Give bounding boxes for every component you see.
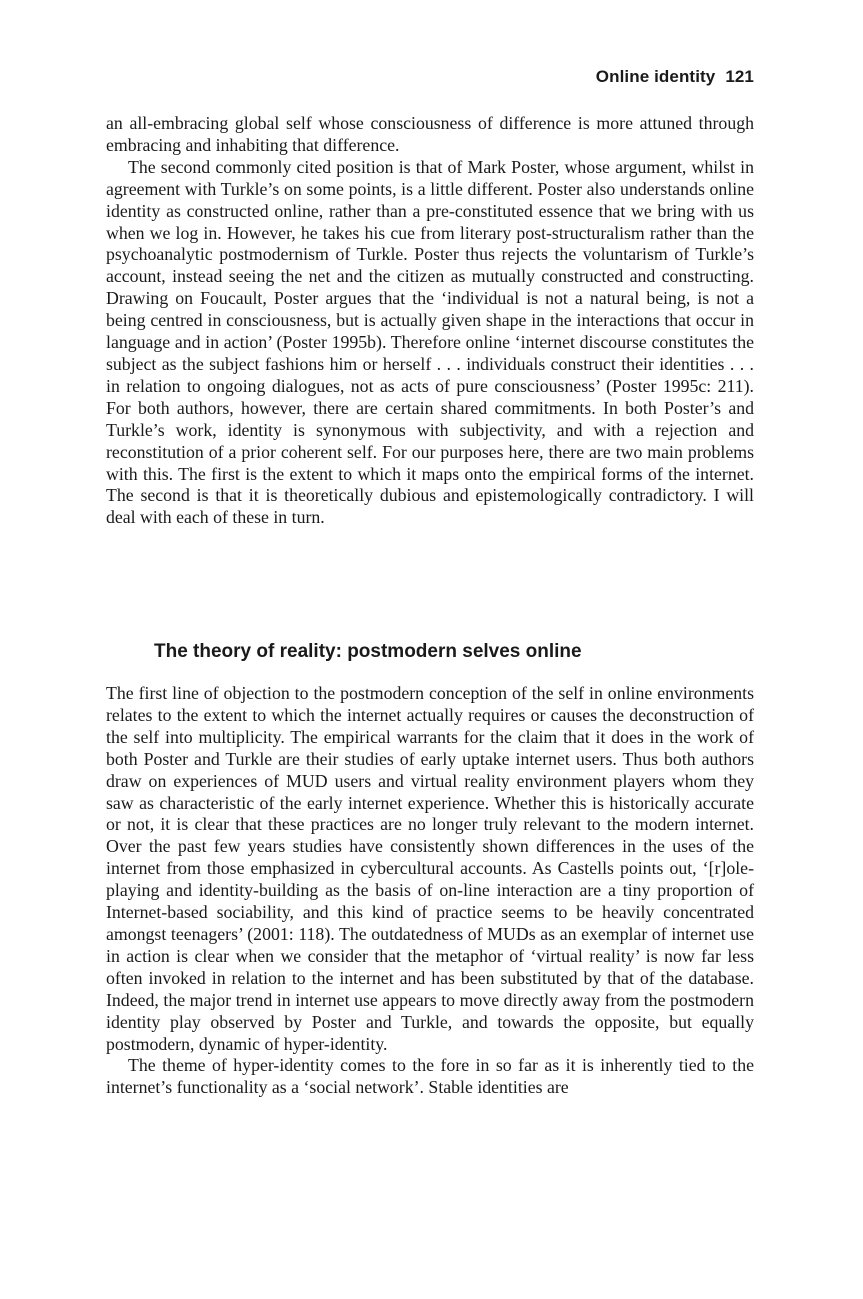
section-heading: The theory of reality: postmodern selves online	[154, 641, 582, 662]
body-text-upper	[106, 113, 754, 529]
paragraph-continuation: an all-embracing global self whose consciousness of difference is more attuned through embracing and inhabiting that difference.	[106, 113, 754, 155]
paragraph-poster: The second commonly cited position is that of Mark Poster, whose argument, whilst in agreement with Turkle’s on some points, is a little different. Poster also understands online identity as constructed online, rather than a pre-constituted essence that we bring with us when we log in. However, he takes his cue from literary post-structuralism rather than the psychoanalytic postmodernism of Turkle. Poster thus rejects the voluntarism of Turkle’s account, instead seeing the net and the citizen as mutually constructed and constructing. Drawing on Foucault, Poster argues that the ‘individual is not a natural being, is not a being centred in consciousness, but is actually given shape in the interactions that occur in language and in action’ (Poster 1995b). Therefore online ‘internet discourse constitutes the subject as the subject fashions him or herself . . . individuals construct their identities . . . in relation to ongoing dialogues, not as acts of pure consciousness’ (Poster 1995c: 211). For both authors, however, there are certain shared commitments. In both Poster’s and Turkle’s work, identity is synonymous with subjectivity, and with a rejection and reconstitution of a prior coherent self. For our purposes here, there are two main problems with this. The first is the extent to which it maps onto the empirical forms of the internet. The second is that it is theoretically dubious and epistemologically contradictory. I will deal with each of these in turn.	[106, 156, 754, 528]
paragraph-objection: The first line of objection to the postmodern conception of the self in online environments relates to the extent to which the internet actually requires or causes the deconstruction of the self into multiplicity. The empirical warrants for the claim that it does in the work of both Poster and Turkle are their studies of early uptake internet users. Thus both authors draw on experiences of MUD users and virtual reality environment players whom they saw as characteristic of the early internet experience. Whether this is historically accurate or not, it is clear that these practices are no longer truly relevant to the modern internet. Over the past few years studies have consistently shown differences in the uses of the internet from those emphasized in cybercultural accounts. As Castells points out, ‘[r]ole-playing and identity-building as the basis of on-line interaction are a tiny proportion of Internet-based sociability, and this kind of practice seems to be heavily concentrated amongst teenagers’ (2001: 118). The outdatedness of MUDs as an exemplar of internet use in action is clear when we consider that the metaphor of ‘virtual reality’ is now far less often invoked in relation to the internet and has been substituted by that of the database. Indeed, the major trend in internet use appears to move directly away from the postmodern identity play observed by Poster and Turkle, and towards the opposite, but equally postmodern, dynamic of hyper-identity.	[106, 683, 754, 1054]
running-head	[596, 67, 754, 87]
running-head-title: Online identity	[595, 67, 716, 86]
paragraph-hyper-identity: The theme of hyper-identity comes to the fore in so far as it is inherently tied to the internet’s functionality as a ‘social network’. Stable identities are	[106, 1055, 754, 1098]
page-number: 121	[725, 67, 754, 86]
body-text-lower	[106, 683, 754, 1099]
